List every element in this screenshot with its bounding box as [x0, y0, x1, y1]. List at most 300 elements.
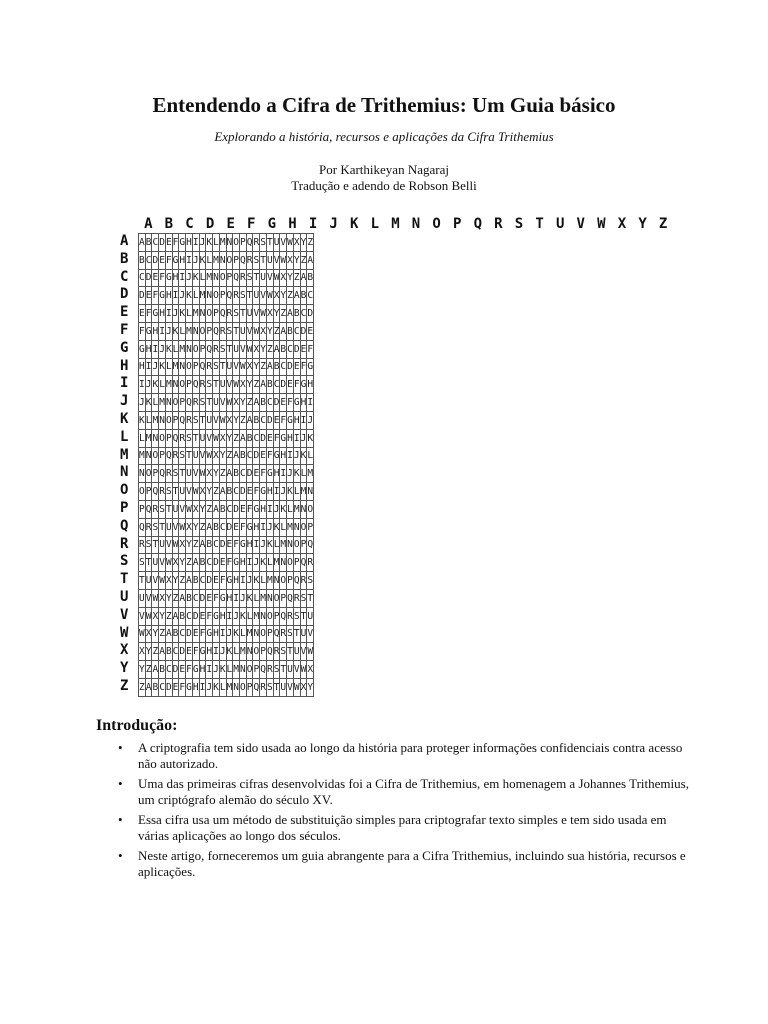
table-cell: K — [226, 643, 233, 661]
table-cell: K — [159, 358, 166, 376]
table-cell: T — [186, 447, 193, 465]
table-cell: S — [287, 625, 294, 643]
table-cell: W — [280, 251, 287, 269]
table-cell: Y — [233, 411, 240, 429]
table-cell: W — [233, 376, 240, 394]
table-cell: M — [206, 269, 213, 287]
table-cell: O — [159, 429, 166, 447]
table-cell: K — [206, 234, 213, 252]
table-cell: W — [293, 678, 300, 696]
table-row — [139, 483, 314, 501]
table-cell: X — [186, 518, 193, 536]
table-cell: S — [273, 661, 280, 679]
table-cell: T — [213, 376, 220, 394]
table-cell: N — [145, 447, 152, 465]
table-cell: W — [186, 500, 193, 518]
table-row — [139, 518, 314, 536]
table-cell: T — [293, 625, 300, 643]
table-cell: W — [246, 340, 253, 358]
table-cell: K — [219, 661, 226, 679]
row-header-letter: L — [120, 428, 129, 445]
table-cell: R — [219, 322, 226, 340]
table-cell: C — [307, 287, 314, 305]
table-cell: E — [213, 572, 220, 590]
column-header-letter: I — [308, 216, 318, 232]
table-cell: R — [192, 394, 199, 412]
table-cell: C — [287, 340, 294, 358]
table-cell: G — [186, 678, 193, 696]
table-cell: E — [260, 447, 267, 465]
table-cell: F — [273, 429, 280, 447]
table-cell: N — [226, 234, 233, 252]
table-cell: M — [199, 287, 206, 305]
row-header-letter: Y — [120, 660, 129, 677]
table-cell: J — [206, 678, 213, 696]
row-header-letter: A — [120, 233, 129, 249]
row-header-letter: B — [120, 250, 129, 267]
table-row — [139, 234, 314, 252]
table-cell: Q — [246, 234, 253, 252]
table-row — [139, 358, 314, 376]
row-header-letter: T — [120, 571, 129, 588]
table-cell: D — [192, 607, 199, 625]
table-cell: E — [179, 661, 186, 679]
table-cell: D — [246, 465, 253, 483]
table-cell: J — [152, 358, 159, 376]
table-cell: I — [192, 234, 199, 252]
table-cell: O — [192, 340, 199, 358]
table-cell: R — [165, 465, 172, 483]
table-cell: L — [246, 607, 253, 625]
table-cell: W — [226, 394, 233, 412]
table-cell: U — [300, 625, 307, 643]
table-cell: G — [152, 305, 159, 323]
table-cell: Y — [139, 661, 146, 679]
table-cell: J — [287, 465, 294, 483]
table-cell: I — [253, 536, 260, 554]
table-cell: V — [206, 429, 213, 447]
table-cell: K — [139, 411, 146, 429]
table-cell: K — [179, 305, 186, 323]
table-cell: L — [260, 572, 267, 590]
table-cell: Y — [273, 305, 280, 323]
table-cell: Q — [233, 269, 240, 287]
row-header-letter: R — [120, 535, 129, 552]
table-cell: S — [246, 269, 253, 287]
row-header-letter: P — [120, 499, 129, 516]
table-cell: Q — [199, 358, 206, 376]
table-cell: A — [179, 589, 186, 607]
table-cell: Q — [145, 500, 152, 518]
table-cell: M — [219, 234, 226, 252]
table-cell: Z — [273, 322, 280, 340]
table-cell: J — [213, 661, 220, 679]
tabula-recta-row-labels — [120, 233, 138, 696]
table-cell: G — [159, 287, 166, 305]
table-cell: T — [287, 643, 294, 661]
table-cell: R — [300, 572, 307, 590]
table-cell: S — [307, 572, 314, 590]
table-cell: C — [152, 234, 159, 252]
table-cell: B — [213, 518, 220, 536]
table-cell: I — [199, 678, 206, 696]
table-cell: M — [145, 429, 152, 447]
table-cell: P — [199, 340, 206, 358]
table-cell: J — [165, 322, 172, 340]
table-cell: V — [280, 234, 287, 252]
table-cell: I — [139, 376, 146, 394]
table-cell: X — [287, 251, 294, 269]
table-cell: X — [266, 305, 273, 323]
table-cell: Y — [206, 483, 213, 501]
list-item — [96, 776, 696, 808]
table-cell: B — [219, 500, 226, 518]
table-cell: N — [139, 465, 146, 483]
table-cell: S — [280, 643, 287, 661]
table-cell: P — [266, 625, 273, 643]
table-cell: X — [219, 429, 226, 447]
table-cell: H — [273, 465, 280, 483]
table-cell: S — [192, 411, 199, 429]
table-cell: B — [266, 376, 273, 394]
table-cell: M — [226, 678, 233, 696]
table-cell: A — [172, 607, 179, 625]
table-cell: Z — [172, 589, 179, 607]
table-cell: Y — [240, 394, 247, 412]
table-row — [139, 411, 314, 429]
table-cell: I — [226, 607, 233, 625]
table-cell: N — [213, 269, 220, 287]
table-cell: O — [246, 661, 253, 679]
table-cell: S — [253, 251, 260, 269]
table-cell: A — [165, 625, 172, 643]
table-cell: T — [233, 322, 240, 340]
table-cell: R — [253, 234, 260, 252]
table-cell: P — [226, 269, 233, 287]
table-cell: D — [240, 483, 247, 501]
table-cell: U — [226, 358, 233, 376]
table-cell: U — [233, 340, 240, 358]
table-cell: O — [165, 411, 172, 429]
table-cell: L — [266, 554, 273, 572]
table-cell: O — [260, 625, 267, 643]
table-cell: Q — [172, 429, 179, 447]
table-cell: Q — [192, 376, 199, 394]
table-cell: S — [226, 322, 233, 340]
table-cell: D — [307, 305, 314, 323]
column-header-letter: X — [617, 216, 627, 232]
table-cell: N — [307, 483, 314, 501]
table-cell: Z — [300, 251, 307, 269]
table-row — [139, 500, 314, 518]
table-cell: M — [300, 483, 307, 501]
table-cell: M — [159, 394, 166, 412]
table-cell: A — [307, 251, 314, 269]
table-cell: J — [179, 287, 186, 305]
table-cell: Y — [179, 554, 186, 572]
table-cell: A — [192, 554, 199, 572]
table-cell: C — [246, 447, 253, 465]
table-cell: C — [145, 251, 152, 269]
table-cell: G — [246, 518, 253, 536]
table-cell: Q — [307, 536, 314, 554]
table-cell: E — [186, 643, 193, 661]
row-header-letter: E — [120, 304, 129, 321]
table-cell: T — [253, 269, 260, 287]
table-cell: N — [179, 358, 186, 376]
table-cell: F — [246, 500, 253, 518]
table-cell: K — [199, 251, 206, 269]
row-header-letter: C — [120, 268, 129, 285]
table-cell: A — [293, 287, 300, 305]
row-header-letter: S — [120, 553, 129, 570]
table-cell: W — [219, 411, 226, 429]
table-cell: G — [233, 554, 240, 572]
table-cell: K — [240, 607, 247, 625]
table-cell: W — [287, 234, 294, 252]
column-header-letter: S — [514, 216, 524, 232]
row-header-letter: W — [120, 624, 129, 641]
table-cell: H — [219, 607, 226, 625]
table-cell: L — [226, 661, 233, 679]
table-cell: Q — [179, 411, 186, 429]
table-cell: O — [219, 269, 226, 287]
table-cell: F — [293, 376, 300, 394]
table-cell: A — [145, 678, 152, 696]
table-cell: U — [293, 643, 300, 661]
table-cell: S — [266, 678, 273, 696]
table-cell: J — [280, 483, 287, 501]
table-cell: J — [199, 234, 206, 252]
table-cell: B — [179, 607, 186, 625]
table-cell: P — [287, 572, 294, 590]
table-cell: V — [152, 572, 159, 590]
table-cell: P — [260, 643, 267, 661]
table-cell: S — [219, 340, 226, 358]
table-cell: R — [199, 376, 206, 394]
table-row — [139, 678, 314, 696]
table-cell: H — [206, 643, 213, 661]
table-cell: I — [219, 625, 226, 643]
table-cell: A — [280, 322, 287, 340]
table-row — [139, 251, 314, 269]
table-cell: O — [253, 643, 260, 661]
table-cell: D — [159, 234, 166, 252]
table-cell: D — [253, 447, 260, 465]
table-cell: N — [246, 643, 253, 661]
table-cell: B — [226, 483, 233, 501]
table-cell: X — [152, 607, 159, 625]
table-cell: F — [199, 625, 206, 643]
table-cell: K — [300, 447, 307, 465]
table-cell: I — [206, 661, 213, 679]
table-cell: V — [233, 358, 240, 376]
table-cell: B — [287, 322, 294, 340]
table-cell: K — [213, 678, 220, 696]
table-cell: Y — [253, 358, 260, 376]
table-cell: M — [307, 465, 314, 483]
table-cell: S — [213, 358, 220, 376]
table-cell: Y — [145, 643, 152, 661]
table-cell: F — [280, 411, 287, 429]
table-cell: K — [280, 500, 287, 518]
table-cell: T — [280, 661, 287, 679]
table-cell: G — [226, 572, 233, 590]
table-cell: Z — [165, 607, 172, 625]
table-cell: U — [260, 269, 267, 287]
table-cell: M — [260, 589, 267, 607]
table-cell: C — [186, 607, 193, 625]
table-cell: E — [253, 465, 260, 483]
table-cell: L — [307, 447, 314, 465]
table-cell: X — [300, 678, 307, 696]
table-cell: D — [179, 643, 186, 661]
table-cell: B — [186, 589, 193, 607]
table-row — [139, 287, 314, 305]
document-subtitle: Explorando a história, recursos e aplicações da Cifra Trithemius — [214, 129, 554, 144]
table-cell: B — [300, 287, 307, 305]
row-header-letter: X — [120, 642, 129, 659]
table-cell: Z — [159, 625, 166, 643]
table-cell: N — [172, 376, 179, 394]
table-cell: M — [246, 625, 253, 643]
table-cell: Z — [253, 376, 260, 394]
table-cell: J — [172, 305, 179, 323]
table-cell: G — [145, 322, 152, 340]
column-header-letter: F — [247, 216, 256, 232]
tabula-recta-header — [138, 215, 673, 233]
table-cell: W — [179, 518, 186, 536]
table-cell: Z — [139, 678, 146, 696]
table-cell: P — [293, 554, 300, 572]
table-cell: M — [280, 536, 287, 554]
table-cell: V — [246, 322, 253, 340]
table-cell: T — [179, 465, 186, 483]
table-cell: L — [273, 536, 280, 554]
table-cell: E — [300, 340, 307, 358]
table-cell: D — [300, 322, 307, 340]
table-cell: H — [226, 589, 233, 607]
table-cell: G — [260, 483, 267, 501]
table-cell: U — [307, 607, 314, 625]
table-cell: Q — [213, 322, 220, 340]
table-cell: V — [266, 269, 273, 287]
table-cell: E — [246, 483, 253, 501]
table-cell: V — [139, 607, 146, 625]
table-cell: U — [246, 305, 253, 323]
table-cell: C — [172, 643, 179, 661]
bullet-icon: • — [118, 848, 123, 863]
column-header-letter: K — [350, 216, 359, 232]
table-cell: M — [192, 305, 199, 323]
table-cell: S — [152, 518, 159, 536]
table-cell: Q — [139, 518, 146, 536]
table-cell: F — [179, 678, 186, 696]
table-cell: X — [253, 340, 260, 358]
table-cell: Y — [307, 678, 314, 696]
table-cell: P — [300, 536, 307, 554]
table-cell: T — [246, 287, 253, 305]
table-cell: Y — [165, 589, 172, 607]
table-row — [139, 643, 314, 661]
table-cell: T — [145, 554, 152, 572]
row-header-letter: M — [120, 446, 129, 463]
table-cell: Z — [287, 287, 294, 305]
table-cell: H — [139, 358, 146, 376]
table-cell: O — [293, 536, 300, 554]
table-cell: A — [206, 518, 213, 536]
table-cell: C — [260, 411, 267, 429]
table-cell: E — [233, 518, 240, 536]
column-header-letter: C — [185, 216, 194, 232]
table-cell: J — [246, 572, 253, 590]
table-cell: D — [145, 269, 152, 287]
table-cell: G — [253, 500, 260, 518]
table-cell: B — [273, 358, 280, 376]
bullet-icon: • — [118, 812, 123, 827]
table-cell: N — [240, 661, 247, 679]
table-cell: X — [145, 625, 152, 643]
table-cell: L — [233, 643, 240, 661]
table-cell: O — [186, 358, 193, 376]
table-cell: U — [192, 447, 199, 465]
table-cell: V — [253, 305, 260, 323]
table-cell: F — [300, 358, 307, 376]
row-header-letter: N — [120, 464, 129, 481]
table-cell: Y — [280, 287, 287, 305]
table-cell: J — [293, 447, 300, 465]
table-cell: P — [172, 411, 179, 429]
table-cell: X — [293, 234, 300, 252]
table-cell: B — [253, 411, 260, 429]
table-cell: A — [226, 465, 233, 483]
row-header-letter: D — [120, 286, 129, 303]
table-cell: C — [280, 358, 287, 376]
table-cell: I — [152, 340, 159, 358]
table-cell: R — [226, 305, 233, 323]
table-cell: A — [233, 447, 240, 465]
table-cell: M — [152, 411, 159, 429]
table-cell: S — [233, 305, 240, 323]
column-header-letter: Y — [638, 216, 647, 232]
table-cell: R — [159, 483, 166, 501]
table-cell: H — [192, 678, 199, 696]
table-cell: M — [240, 643, 247, 661]
table-cell: H — [145, 340, 152, 358]
table-cell: U — [287, 661, 294, 679]
table-cell: C — [253, 429, 260, 447]
table-cell: S — [139, 554, 146, 572]
table-cell: O — [226, 251, 233, 269]
table-cell: W — [152, 589, 159, 607]
table-row — [139, 376, 314, 394]
table-cell: T — [139, 572, 146, 590]
table-cell: B — [280, 340, 287, 358]
table-cell: S — [179, 447, 186, 465]
table-cell: N — [260, 607, 267, 625]
table-cell: G — [240, 536, 247, 554]
table-cell: T — [172, 483, 179, 501]
table-cell: U — [179, 483, 186, 501]
table-cell: V — [260, 287, 267, 305]
row-header-letter: U — [120, 588, 129, 605]
table-cell: X — [246, 358, 253, 376]
table-cell: H — [199, 661, 206, 679]
table-cell: L — [199, 269, 206, 287]
table-cell: E — [293, 358, 300, 376]
table-cell: D — [206, 572, 213, 590]
table-cell: D — [226, 518, 233, 536]
